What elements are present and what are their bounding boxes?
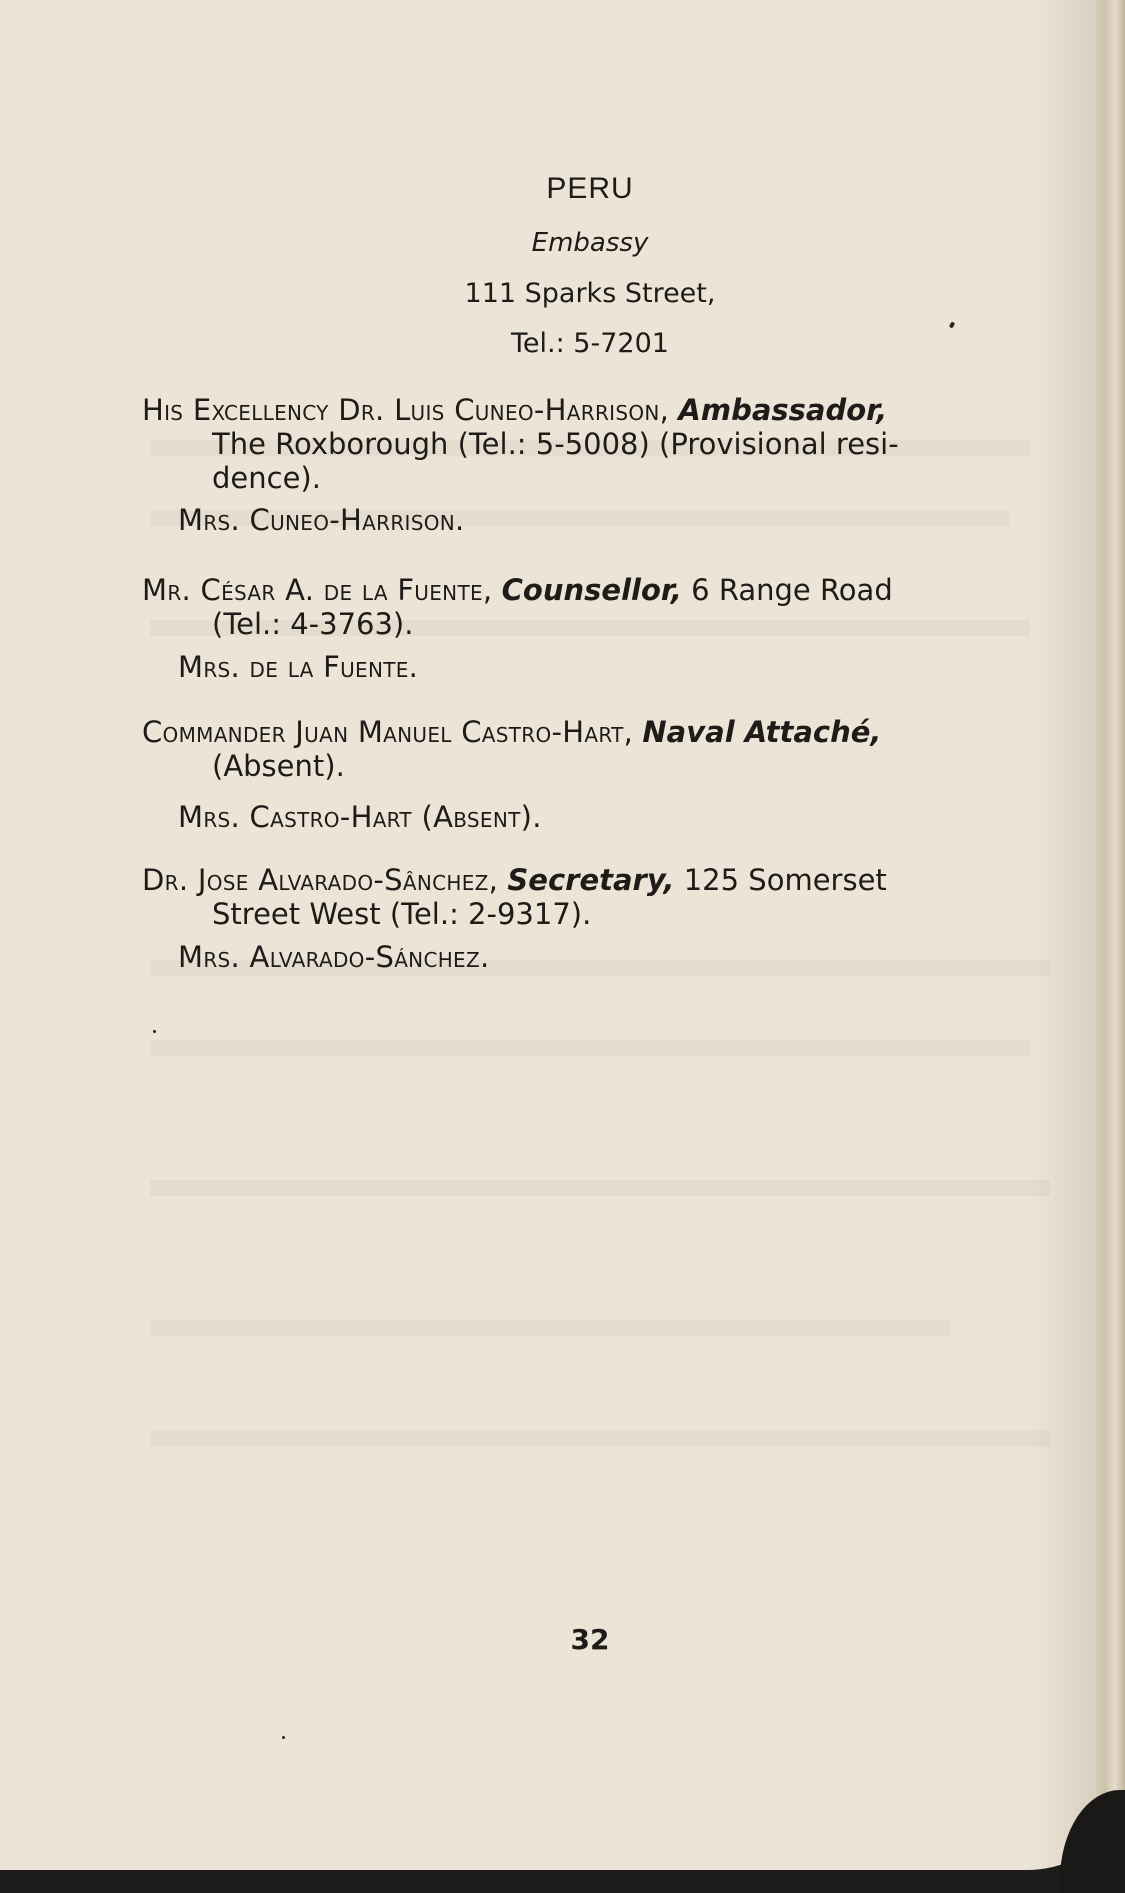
entry-title: Naval Attaché, [642,715,882,749]
page-number: 32 [570,1623,610,1656]
entry-address: 6 Range Road [691,573,893,607]
entry-detail: dence). [212,461,321,495]
entry-secretary [142,863,1042,931]
entry-naval-attache [142,715,1042,783]
entry-counsellor [142,573,1042,641]
entry-detail: The Roxborough (Tel.: 5-5008) (Provisional resi- [212,427,899,461]
entry-detail: (Tel.: 4-3763). [212,607,414,641]
section-heading: Embassy [531,228,649,258]
embassy-address: 111 Sparks Street, [464,278,716,309]
entry-spouse: Mrs. Alvarado-Sánchez. [178,940,490,974]
ink-speck [153,1030,156,1033]
entry-name: Commander Juan Manuel Castro-Hart, [142,715,634,749]
entry-address: 125 Somerset [683,863,887,897]
entry-detail: (Absent). [212,749,345,783]
entry-spouse: Mrs. Cuneo-Harrison. [178,503,465,537]
embassy-telephone: Tel.: 5-7201 [511,328,669,359]
entry-name: Dr. Jose Alvarado-Sânchez, [142,863,499,897]
page-title: PERU [546,172,634,205]
entry-detail: Street West (Tel.: 2-9317). [212,897,592,931]
ink-speck [282,1736,285,1739]
entry-name: Mr. César A. de la Fuente, [142,573,493,607]
entry-spouse: Mrs. Castro-Hart (Absent). [178,800,542,834]
entry-ambassador [142,393,1042,495]
entry-spouse: Mrs. de la Fuente. [178,650,419,684]
entry-title: Ambassador, [678,393,888,427]
entry-title: Secretary, [507,863,675,897]
entry-name: His Excellency Dr. Luis Cuneo-Harrison, [142,393,670,427]
entry-title: Counsellor, [501,573,682,607]
